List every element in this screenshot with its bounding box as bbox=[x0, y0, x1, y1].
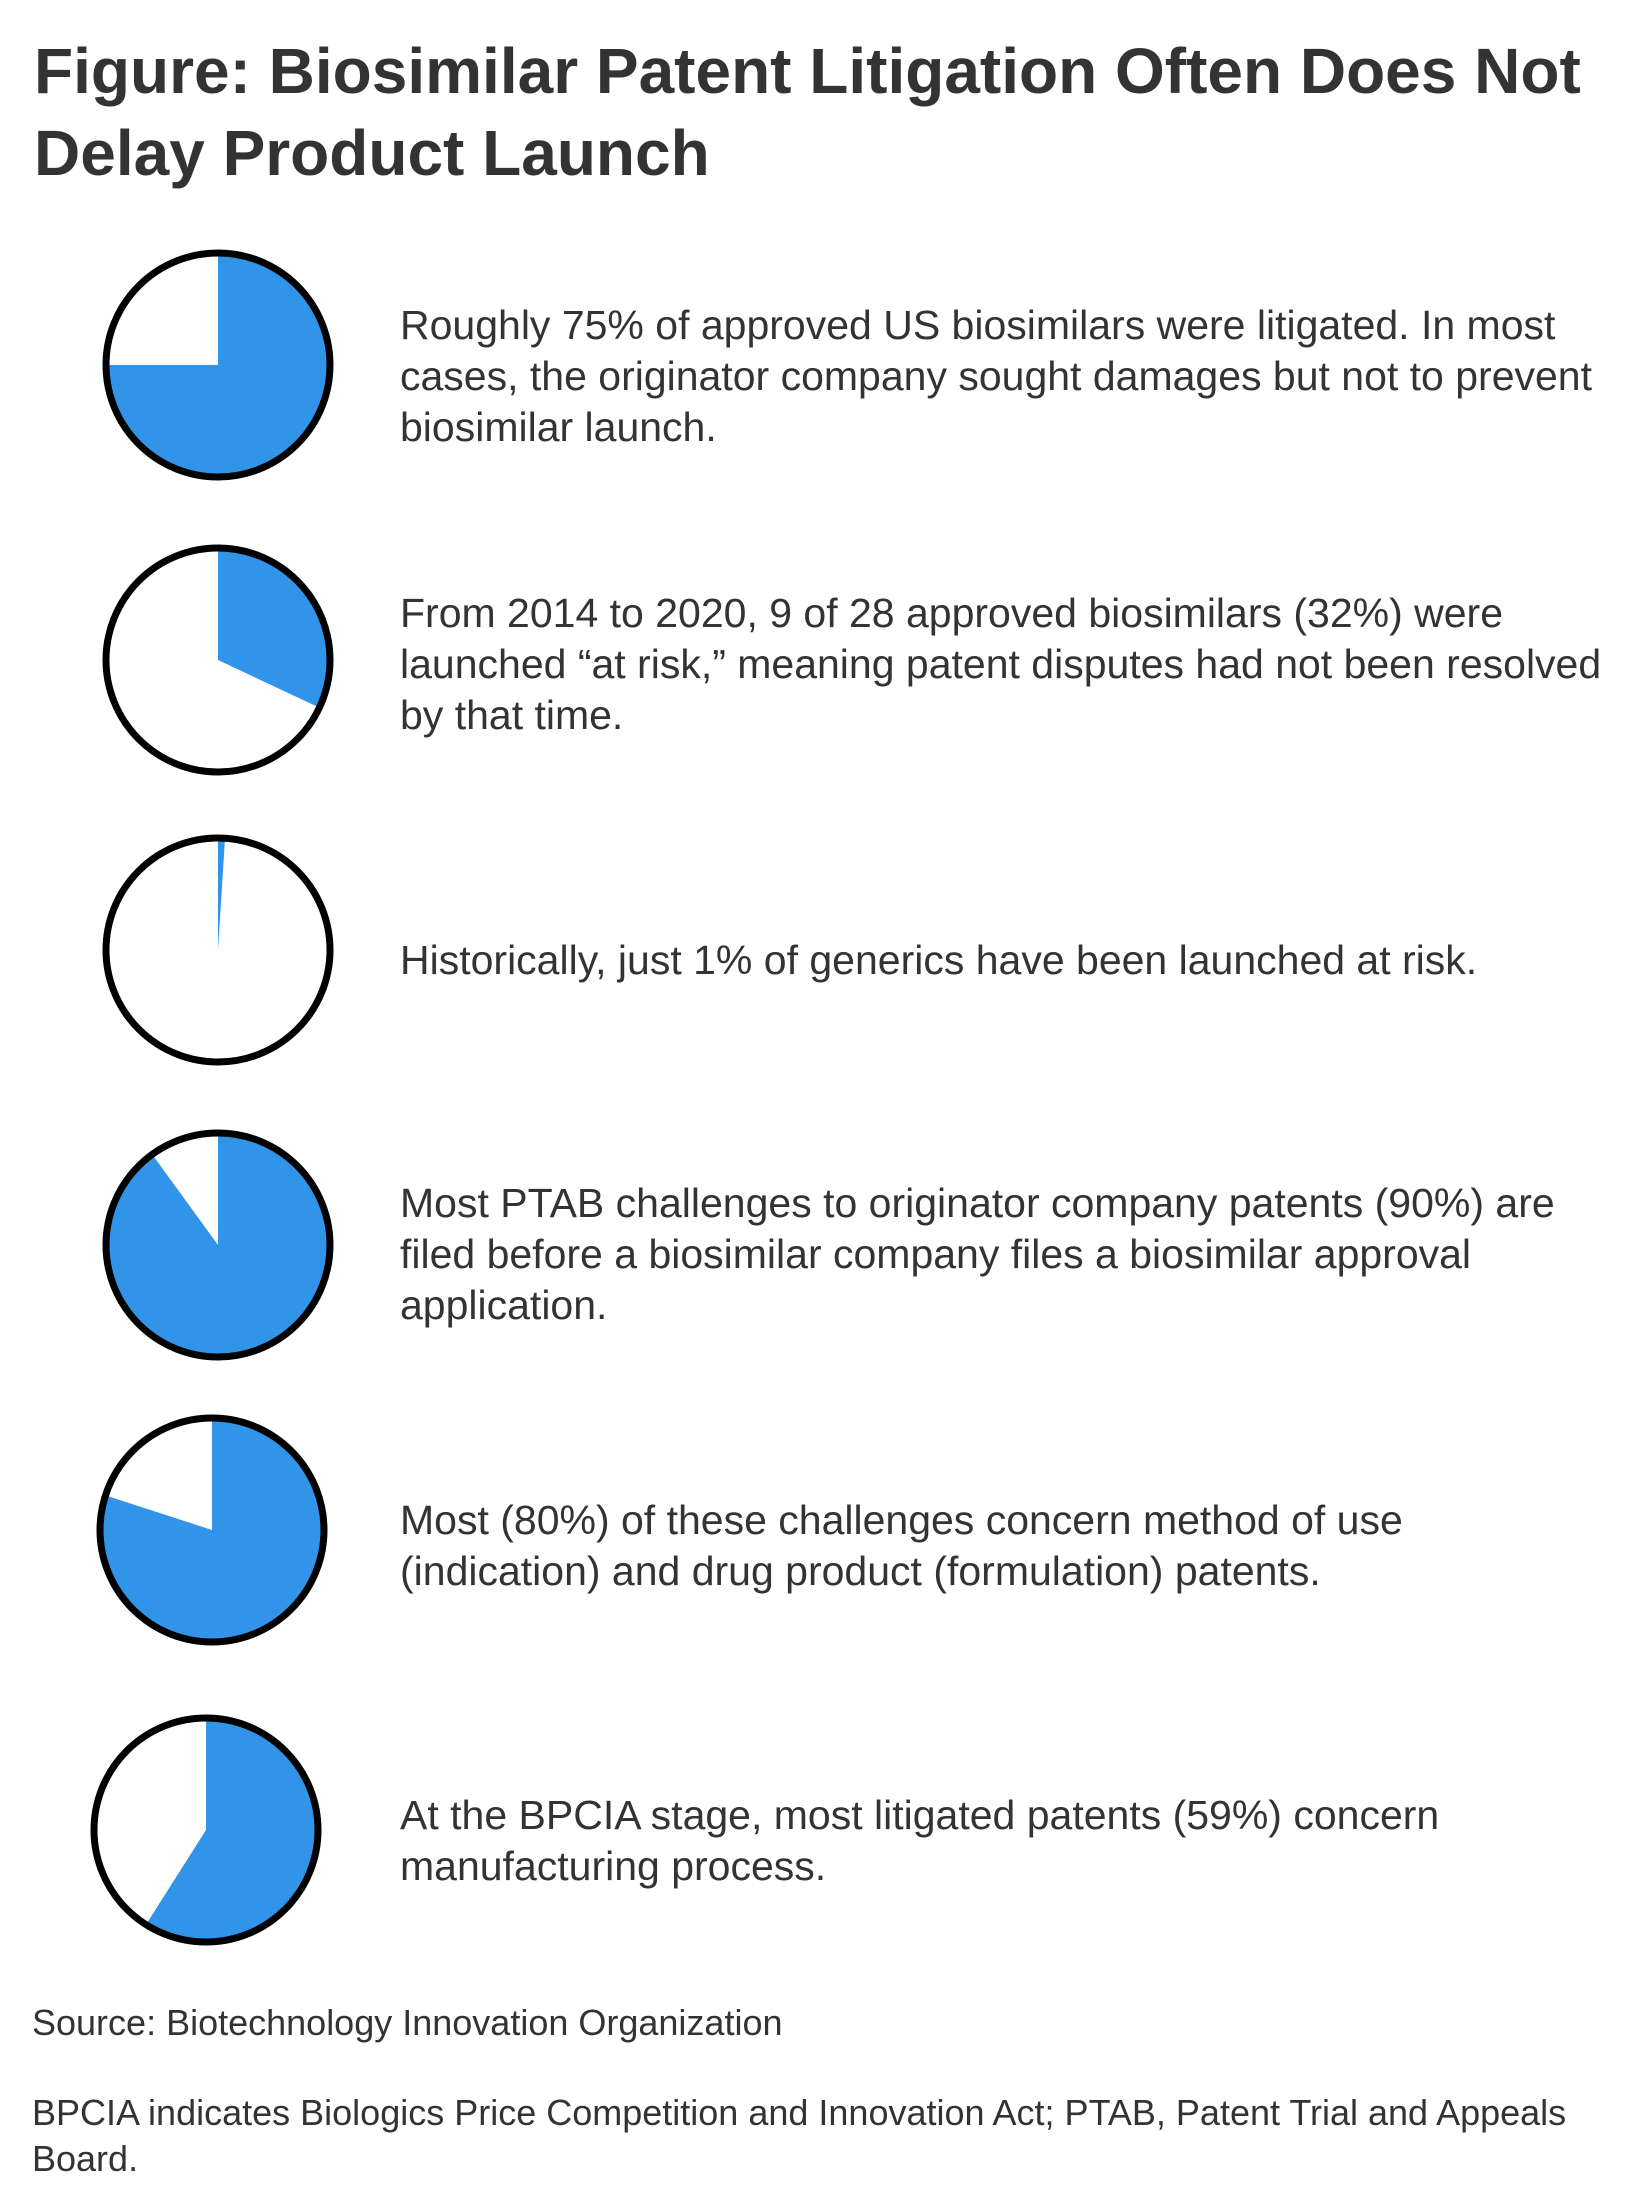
figure-title: Figure: Biosimilar Patent Litigation Often Does Not Delay Product Launch bbox=[34, 35, 1581, 189]
pie-description-6: At the BPCIA stage, most litigated patents (59%) concern manufacturing process. bbox=[400, 1792, 1440, 1889]
pie-chart-4 bbox=[98, 1125, 338, 1365]
footnote: BPCIA indicates Biologics Price Competition and Innovation Act; PTAB, Patent Trial and Appeals Board. bbox=[32, 2092, 1567, 2179]
pie-chart-5 bbox=[92, 1410, 332, 1650]
pie-chart-6 bbox=[86, 1710, 326, 1950]
pie-description-3: Historically, just 1% of generics have been launched at risk. bbox=[400, 937, 1478, 983]
pie-chart-2 bbox=[98, 540, 338, 780]
pie-description-1: Roughly 75% of approved US biosimilars were litigated. In most cases, the originator company sought damages but not to prevent biosimilar launch. bbox=[400, 302, 1593, 450]
source-note: Source: Biotechnology Innovation Organization bbox=[32, 2002, 783, 2043]
pie-description-4: Most PTAB challenges to originator company patents (90%) are filed before a biosimilar company files a biosimilar approval application. bbox=[400, 1180, 1555, 1328]
pie-chart-3 bbox=[98, 830, 338, 1070]
pie-description-5: Most (80%) of these challenges concern method of use (indication) and drug product (formulation) patents. bbox=[400, 1497, 1403, 1594]
pie-chart-1 bbox=[98, 245, 338, 485]
pie-description-2: From 2014 to 2020, 9 of 28 approved biosimilars (32%) were launched “at risk,” meaning patent disputes had not been resolved by that time. bbox=[400, 590, 1602, 738]
